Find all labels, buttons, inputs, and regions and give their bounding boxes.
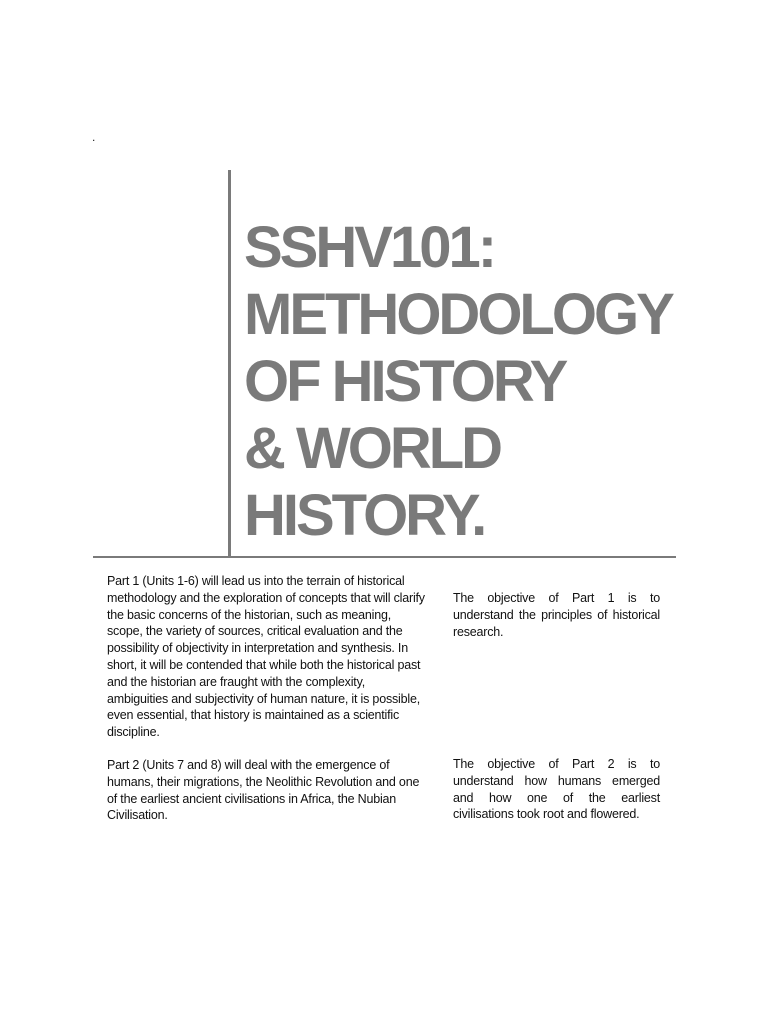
title-line-1: SSHV101: <box>244 215 495 280</box>
title-line-4: & WORLD <box>244 416 501 481</box>
course-description <box>107 573 427 824</box>
title-line-5: HISTORY. <box>244 483 485 548</box>
title-line-2: METHODOLOGY <box>244 282 672 347</box>
title-line-3: OF HISTORY <box>244 349 566 414</box>
stray-mark: . <box>92 130 96 144</box>
part2-objective: The objective of Part 2 is to understand how humans emerged and how one of the earliest civilisations took root and flowered. <box>453 757 660 822</box>
part1-description: Part 1 (Units 1-6) will lead us into the terrain of historical methodology and the exploration of concepts that will clarify the basic concerns of the historian, such as meaning, scope, the variety of sources, critical evaluation and the possibility of objectivity in interpretation and synthesis. In short, it will be contended that while both the historical past and the historian are fraught with the complexity, ambiguities and subjectivity of human nature, it is possible, even essential, that history is maintained as a scientific discipline. <box>107 574 425 740</box>
part1-objective: The objective of Part 1 is to understand the principles of historical research. <box>453 591 660 639</box>
vertical-divider <box>228 170 231 558</box>
part2-description: Part 2 (Units 7 and 8) will deal with the emergence of humans, their migrations, the Neolithic Revolution and one of the earliest ancient civilisations in Africa, the Nubian Civilisation. <box>107 757 420 823</box>
horizontal-divider <box>93 556 676 558</box>
document-title <box>244 214 672 549</box>
